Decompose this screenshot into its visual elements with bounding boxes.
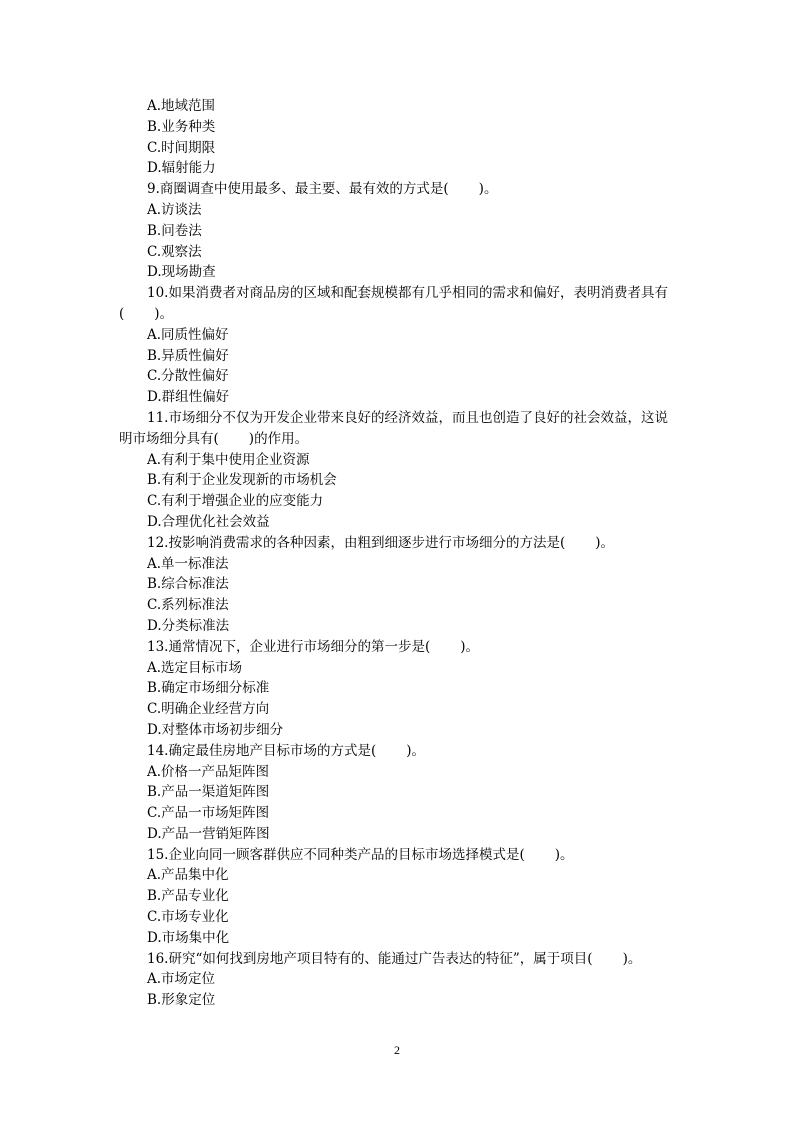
answer-option: B.业务种类 [147, 118, 216, 135]
answer-option: D.现场勘查 [147, 264, 216, 281]
answer-option: A.访谈法 [147, 201, 202, 218]
answer-option: B.异质性偏好 [147, 347, 229, 364]
answer-option: B.问卷法 [147, 222, 202, 239]
answer-option: A.同质性偏好 [147, 326, 229, 343]
answer-option: B.综合标准法 [147, 576, 229, 593]
question-text: 15.企业向同一顾客群供应不同种类产品的目标市场选择模式是( )。 [147, 846, 574, 863]
answer-option: A.市场定位 [147, 971, 216, 988]
answer-option: B.确定市场细分标准 [147, 680, 270, 697]
answer-option: C.有利于增强企业的应变能力 [147, 493, 324, 510]
question-text: 16.研究“如何找到房地产项目特有的、能通过广告表达的特征”，属于项目( )。 [147, 950, 642, 967]
page-number: 2 [394, 1043, 400, 1057]
answer-option: B.形象定位 [147, 992, 216, 1009]
answer-option: C.时间期限 [147, 139, 216, 156]
answer-option: A.选定目标市场 [147, 659, 243, 676]
answer-option: A.产品集中化 [147, 867, 229, 884]
answer-option: A.价格一产品矩阵图 [147, 763, 270, 780]
question-text: 10.如果消费者对商品房的区域和配套规模都有几乎相同的需求和偏好，表明消费者具有( )。 [119, 285, 668, 322]
answer-option: B.产品一渠道矩阵图 [147, 784, 270, 801]
answer-option: B.产品专业化 [147, 888, 229, 905]
answer-option: C.明确企业经营方向 [147, 701, 270, 718]
answer-option: D.合理优化社会效益 [147, 513, 270, 530]
question-text: 13.通常情况下，企业进行市场细分的第一步是( )。 [147, 638, 480, 655]
answer-option: C.系列标准法 [147, 597, 229, 614]
question-text: 12.按影响消费需求的各种因素，由粗到细逐步进行市场细分的方法是( )。 [147, 534, 615, 551]
answer-option: D.产品一营销矩阵图 [147, 825, 270, 842]
answer-option: D.群组性偏好 [147, 389, 230, 406]
answer-option: C.观察法 [147, 243, 202, 260]
answer-option: D.辐射能力 [147, 160, 216, 177]
answer-option: D.分类标准法 [147, 617, 230, 634]
answer-option: A.有利于集中使用企业资源 [147, 451, 310, 468]
answer-option: D.对整体市场初步细分 [147, 721, 284, 738]
answer-option: C.分散性偏好 [147, 368, 229, 385]
question-text: 14.确定最佳房地产目标市场的方式是( )。 [147, 742, 426, 759]
question-text: 9.商圈调查中使用最多、最主要、最有效的方式是( )。 [147, 181, 498, 198]
question-list [119, 96, 674, 1011]
answer-option: B.有利于企业发现新的市场机会 [147, 472, 337, 489]
answer-option: A.单一标准法 [147, 555, 229, 572]
answer-option: C.市场专业化 [147, 909, 229, 926]
answer-option: C.产品一市场矩阵图 [147, 805, 270, 822]
answer-option: A.地域范围 [147, 98, 216, 114]
question-text: 11.市场细分不仅为开发企业带来良好的经济效益，而且也创造了良好的社会效益，这说明市场细分具有( )的作用。 [119, 409, 668, 447]
answer-option: D.市场集中化 [147, 929, 230, 946]
